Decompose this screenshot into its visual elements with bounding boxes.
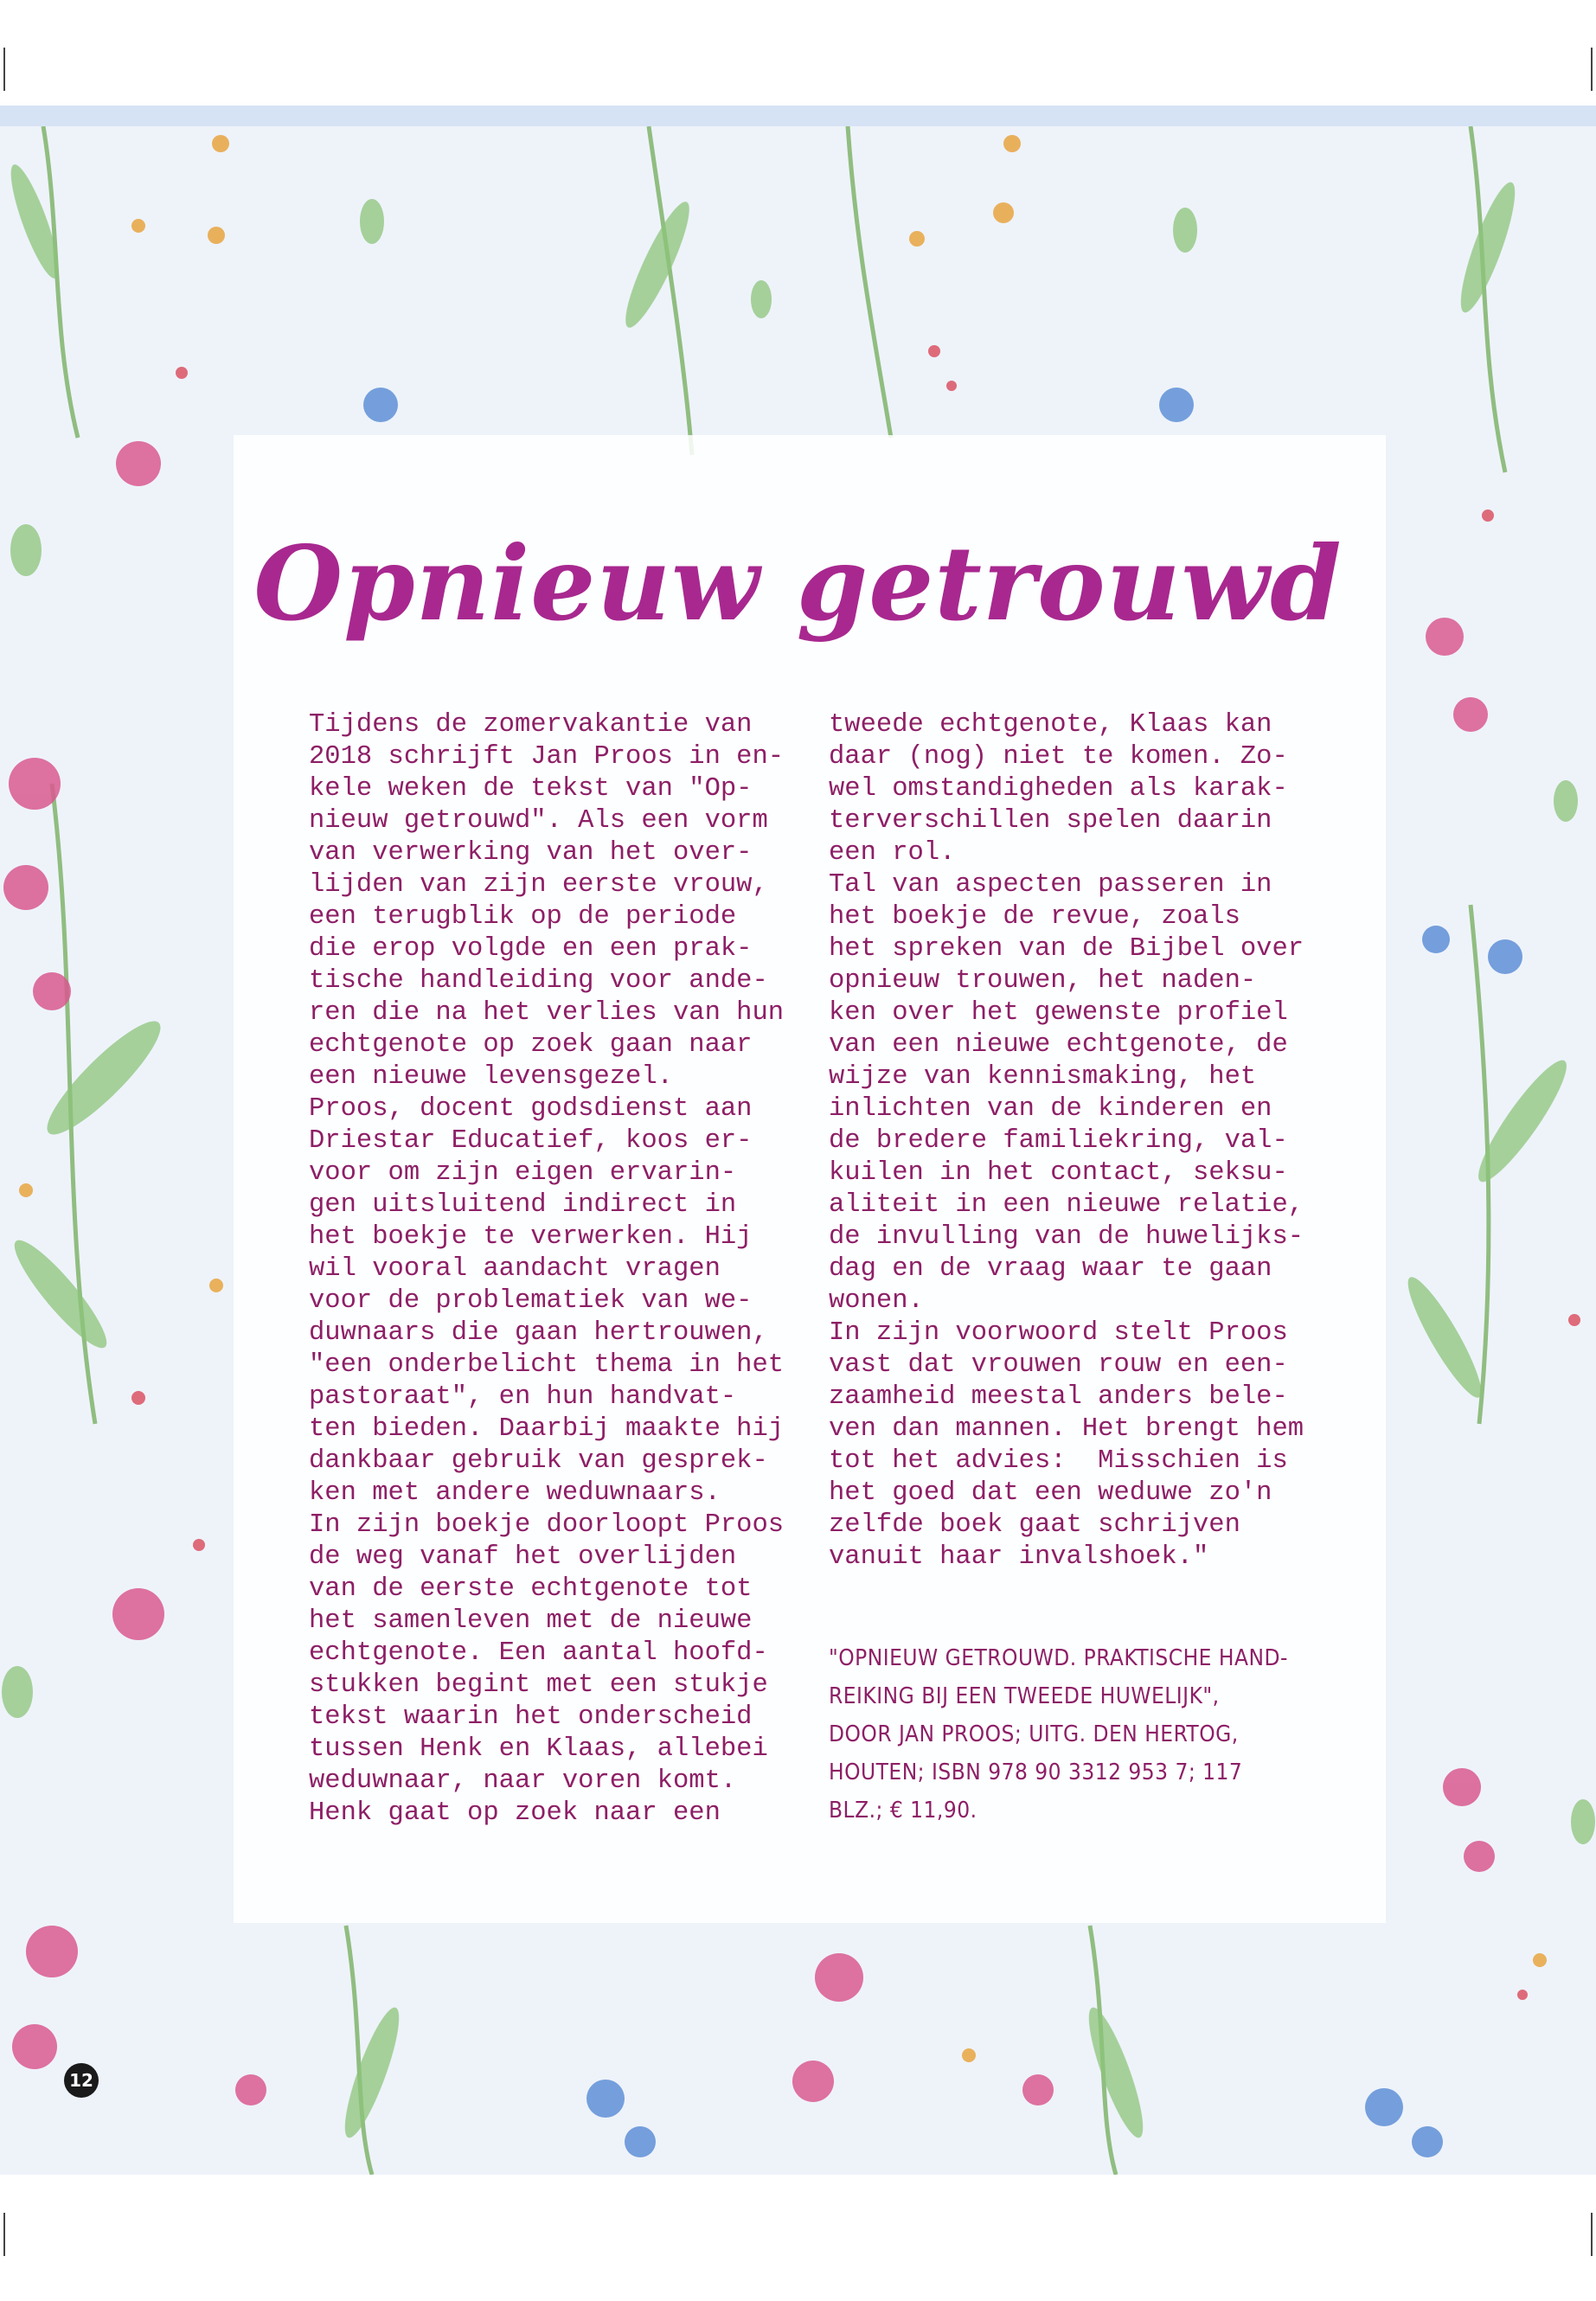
body-text-line: wel omstandigheden als karak-	[829, 774, 1288, 804]
body-text-line: "een onderbelicht thema in het	[309, 1350, 785, 1380]
body-text-line: de invulling van de huwelijks-	[829, 1222, 1304, 1252]
body-text-line: tot het advies: Misschien is	[829, 1446, 1288, 1476]
body-text-line: 2018 schrijft Jan Proos in en-	[309, 742, 785, 772]
body-text-line: ken over het gewenste profiel	[829, 998, 1288, 1028]
body-text-line: wil vooral aandacht vragen	[309, 1254, 721, 1284]
body-text-line: pastoraat", en hun handvat-	[309, 1382, 737, 1412]
reference-line: REIKING BIJ EEN TWEEDE HUWELIJK",	[829, 1683, 1220, 1709]
body-text-line: ken met andere weduwnaars.	[309, 1478, 721, 1508]
body-text-line: terverschillen spelen daarin	[829, 806, 1272, 836]
body-text-line: van verwerking van het over-	[309, 838, 753, 868]
book-reference	[829, 1639, 1288, 1830]
body-text-line: tussen Henk en Klaas, allebei	[309, 1734, 768, 1764]
body-text-line: weduwnaar, naar voren komt.	[309, 1766, 737, 1796]
body-text-line: voor om zijn eigen ervarin-	[309, 1158, 737, 1188]
body-text-line: lijden van zijn eerste vrouw,	[309, 870, 768, 900]
reference-line: "OPNIEUW GETROUWD. PRAKTISCHE HAND-	[829, 1645, 1288, 1671]
body-text-line: de weg vanaf het overlijden	[309, 1542, 737, 1572]
body-text-line: echtgenote op zoek gaan naar	[309, 1030, 753, 1060]
body-text-line: ten bieden. Daarbij maakte hij	[309, 1414, 785, 1444]
body-text-line: een nieuwe levensgezel.	[309, 1062, 673, 1092]
body-text-line: Henk gaat op zoek naar een	[309, 1798, 721, 1828]
body-text-line: een rol.	[829, 838, 956, 868]
crop-mark-bottom-right	[1591, 2213, 1593, 2256]
body-text-line: tweede echtgenote, Klaas kan	[829, 710, 1272, 740]
body-text-line: die erop volgde en een prak-	[309, 934, 753, 964]
body-text-line: kuilen in het contact, seksu-	[829, 1158, 1288, 1188]
body-text-line: In zijn voorwoord stelt Proos	[829, 1318, 1288, 1348]
body-text-line: het spreken van de Bijbel over	[829, 934, 1304, 964]
body-text-line: Proos, docent godsdienst aan	[309, 1094, 753, 1124]
body-text-line: vanuit haar invalshoek."	[829, 1542, 1209, 1572]
body-text-line: voor de problematiek van we-	[309, 1286, 753, 1316]
body-text-line: stukken begint met een stukje	[309, 1670, 768, 1700]
page-number: 12	[64, 2063, 99, 2098]
body-text-line: van de eerste echtgenote tot	[309, 1574, 753, 1604]
body-text-line: echtgenote. Een aantal hoofd-	[309, 1638, 768, 1668]
body-text-line: wonen.	[829, 1286, 924, 1316]
body-text-line: inlichten van de kinderen en	[829, 1094, 1272, 1124]
body-text-line: het boekje te verwerken. Hij	[309, 1222, 753, 1252]
reference-line: BLZ.; € 11,90.	[829, 1798, 977, 1823]
body-text-line: tekst waarin het onderscheid	[309, 1702, 753, 1732]
body-text-line: het goed dat een weduwe zo'n	[829, 1478, 1272, 1508]
article-title: Opnieuw getrouwd	[253, 523, 1343, 644]
article-column-right	[829, 709, 1304, 1574]
body-text-line: Tijdens de zomervakantie van	[309, 710, 753, 740]
body-text-line: aliteit in een nieuwe relatie,	[829, 1190, 1304, 1220]
reference-line: DOOR JAN PROOS; UITG. DEN HERTOG,	[829, 1721, 1239, 1747]
body-text-line: duwnaars die gaan hertrouwen,	[309, 1318, 768, 1348]
body-text-line: nieuw getrouwd". Als een vorm	[309, 806, 768, 836]
body-text-line: het samenleven met de nieuwe	[309, 1606, 753, 1636]
body-text-line: dag en de vraag waar te gaan	[829, 1254, 1272, 1284]
body-text-line: een terugblik op de periode	[309, 902, 737, 932]
body-text-line: daar (nog) niet te komen. Zo-	[829, 742, 1288, 772]
reference-line: HOUTEN; ISBN 978 90 3312 953 7; 117	[829, 1759, 1243, 1785]
body-text-line: Driestar Educatief, koos er-	[309, 1126, 753, 1156]
body-text-line: het boekje de revue, zoals	[829, 902, 1240, 932]
body-text-line: gen uitsluitend indirect in	[309, 1190, 737, 1220]
body-text-line: Tal van aspecten passeren in	[829, 870, 1272, 900]
body-text-line: van een nieuwe echtgenote, de	[829, 1030, 1288, 1060]
body-text-line: In zijn boekje doorloopt Proos	[309, 1510, 785, 1540]
body-text-line: zelfde boek gaat schrijven	[829, 1510, 1240, 1540]
body-text-line: dankbaar gebruik van gesprek-	[309, 1446, 768, 1476]
body-text-line: tische handleiding voor ande-	[309, 966, 768, 996]
body-text-line: wijze van kennismaking, het	[829, 1062, 1257, 1092]
body-text-line: ren die na het verlies van hun	[309, 998, 785, 1028]
body-text-line: opnieuw trouwen, het naden-	[829, 966, 1257, 996]
top-color-band	[0, 106, 1596, 126]
crop-mark-top-left	[3, 48, 5, 91]
body-text-line: vast dat vrouwen rouw en een-	[829, 1350, 1288, 1380]
body-text-line: kele weken de tekst van "Op-	[309, 774, 753, 804]
crop-mark-top-right	[1591, 48, 1593, 91]
body-text-line: de bredere familiekring, val-	[829, 1126, 1288, 1156]
crop-mark-bottom-left	[3, 2213, 5, 2256]
body-text-line: ven dan mannen. Het brengt hem	[829, 1414, 1304, 1444]
body-text-line: zaamheid meestal anders bele-	[829, 1382, 1288, 1412]
article-column-left	[309, 709, 784, 1830]
